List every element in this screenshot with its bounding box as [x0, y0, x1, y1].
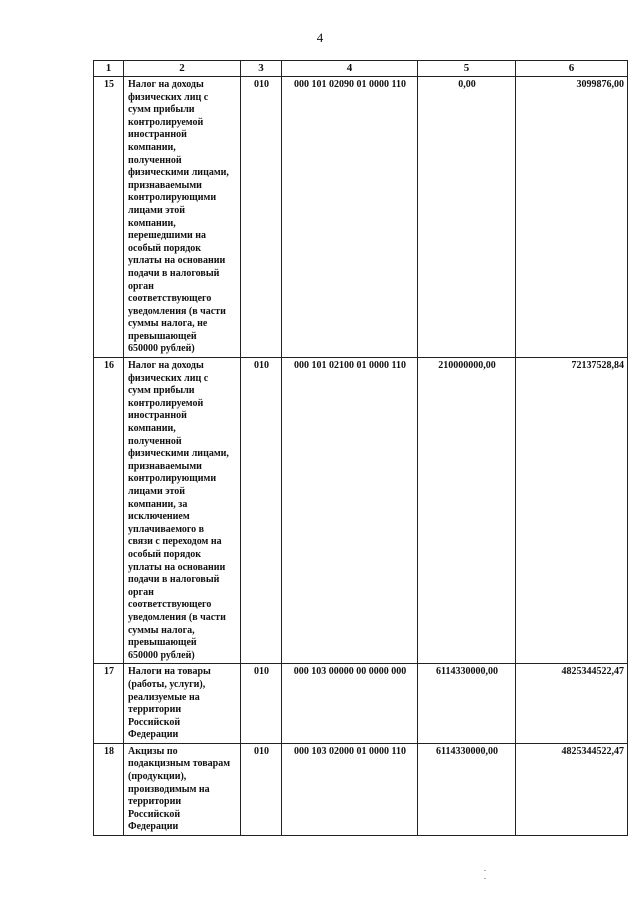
row-name-line: территории — [128, 796, 182, 808]
row-number: 15 — [94, 77, 124, 358]
row-name-line: уплачиваемого в — [128, 523, 205, 535]
row-name-line: физическими лицами, — [128, 167, 229, 179]
row-name-line: компании, — [128, 141, 176, 153]
row-name-line: Федерации — [128, 729, 179, 741]
row-name-line: полученной — [128, 154, 182, 166]
table-row — [94, 743, 628, 835]
row-name-line: соответствующего — [128, 599, 212, 611]
row-kbk: 000 103 02000 01 0000 110 — [282, 743, 418, 835]
row-fact: 72137528,84 — [516, 358, 628, 664]
row-code: 010 — [241, 743, 282, 835]
row-number: 18 — [94, 743, 124, 835]
row-fact: 4825344522,47 — [516, 664, 628, 744]
row-name — [124, 743, 241, 835]
row-name — [124, 77, 241, 358]
row-name-line: уплаты на основании — [128, 561, 226, 573]
row-name-line: исключением — [128, 511, 190, 523]
header-cell: 5 — [418, 61, 516, 77]
row-name-line: иностранной — [128, 129, 187, 141]
row-name-line: Налог на доходы — [128, 360, 204, 372]
row-name-line: соответствующего — [128, 293, 212, 305]
row-name-line: связи с переходом на — [128, 536, 222, 548]
row-name — [124, 358, 241, 664]
row-name-line: полученной — [128, 435, 182, 447]
row-name-line: орган — [128, 586, 154, 598]
row-name-line: подачи в налоговый — [128, 267, 220, 279]
row-plan: 6114330000,00 — [418, 743, 516, 835]
row-name-line: лицами этой — [128, 204, 186, 216]
row-name-line: 650000 рублей) — [128, 343, 195, 355]
row-name-line: компании, за — [128, 498, 188, 510]
row-name-line: сумм прибыли — [128, 104, 195, 116]
row-name-line: уведомления (в части — [128, 305, 226, 317]
row-name-line: подачи в налоговый — [128, 574, 220, 586]
row-name-line: особый порядок — [128, 242, 202, 254]
row-name-line: подакцизным товарам — [128, 758, 231, 770]
row-name-line: перешедшими на — [128, 230, 207, 242]
page-number: 4 — [316, 30, 324, 45]
row-plan: 210000000,00 — [418, 358, 516, 664]
row-name-line: орган — [128, 280, 154, 292]
header-cell: 1 — [94, 61, 124, 77]
row-name-line: иностранной — [128, 410, 187, 422]
row-name-line: сумм прибыли — [128, 385, 195, 397]
row-code: 010 — [241, 664, 282, 744]
header-row — [94, 61, 628, 77]
scan-artifact — [484, 878, 486, 879]
row-name-line: Налоги на товары — [128, 666, 211, 678]
row-name-line: превышающей — [128, 330, 197, 342]
row-name-line: Российской — [128, 716, 181, 728]
row-name-line: Акцизы по — [128, 745, 178, 757]
row-kbk: 000 103 00000 00 0000 000 — [282, 664, 418, 744]
header-cell: 4 — [282, 61, 418, 77]
row-name-line: уведомления (в части — [128, 611, 226, 623]
row-name-line: Налог на доходы — [128, 79, 204, 90]
table-row — [94, 358, 628, 664]
revenue-table — [93, 60, 628, 836]
scan-artifact — [484, 870, 486, 871]
row-name-line: компании, — [128, 217, 176, 229]
row-name-line: контролируемой — [128, 397, 204, 409]
row-code: 010 — [241, 77, 282, 358]
row-name-line: физических лиц с — [128, 372, 209, 384]
row-number: 16 — [94, 358, 124, 664]
header-cell: 3 — [241, 61, 282, 77]
row-name-line: (продукции), — [128, 771, 187, 783]
row-fact: 3099876,00 — [516, 77, 628, 358]
row-name-line: особый порядок — [128, 548, 202, 560]
row-kbk: 000 101 02090 01 0000 110 — [282, 77, 418, 358]
row-name-line: суммы налога, — [128, 624, 195, 636]
row-code: 010 — [241, 358, 282, 664]
row-name — [124, 664, 241, 744]
table-row — [94, 664, 628, 744]
row-name-line: лицами этой — [128, 486, 186, 497]
row-name-line: признаваемыми — [128, 179, 202, 191]
row-name-line: суммы налога, не — [128, 318, 208, 330]
row-name-line: признаваемыми — [128, 460, 202, 472]
row-name-line: 650000 рублей) — [128, 649, 195, 661]
header-cell: 6 — [516, 61, 628, 77]
row-kbk: 000 101 02100 01 0000 110 — [282, 358, 418, 664]
row-name-line: Федерации — [128, 821, 179, 833]
row-name-line: Российской — [128, 808, 181, 820]
table-row — [94, 77, 628, 358]
row-name-line: физических лиц с — [128, 91, 209, 103]
row-name-line: (работы, услуги), — [128, 678, 206, 690]
row-name-line: уплаты на основании — [128, 255, 226, 267]
row-name-line: превышающей — [128, 637, 197, 649]
header-cell: 2 — [124, 61, 241, 77]
row-name-line: производимым на — [128, 783, 210, 795]
row-name-line: территории — [128, 704, 182, 716]
row-name-line: физическими лицами, — [128, 448, 229, 460]
row-name-line: компании, — [128, 423, 176, 435]
row-name-line: контролирующими — [128, 192, 217, 204]
row-number: 17 — [94, 664, 124, 744]
row-plan: 6114330000,00 — [418, 664, 516, 744]
row-plan: 0,00 — [418, 77, 516, 358]
row-name-line: контролируемой — [128, 116, 204, 128]
row-name-line: реализуемые на — [128, 691, 200, 703]
row-fact: 4825344522,47 — [516, 743, 628, 835]
row-name-line: контролирующими — [128, 473, 217, 485]
